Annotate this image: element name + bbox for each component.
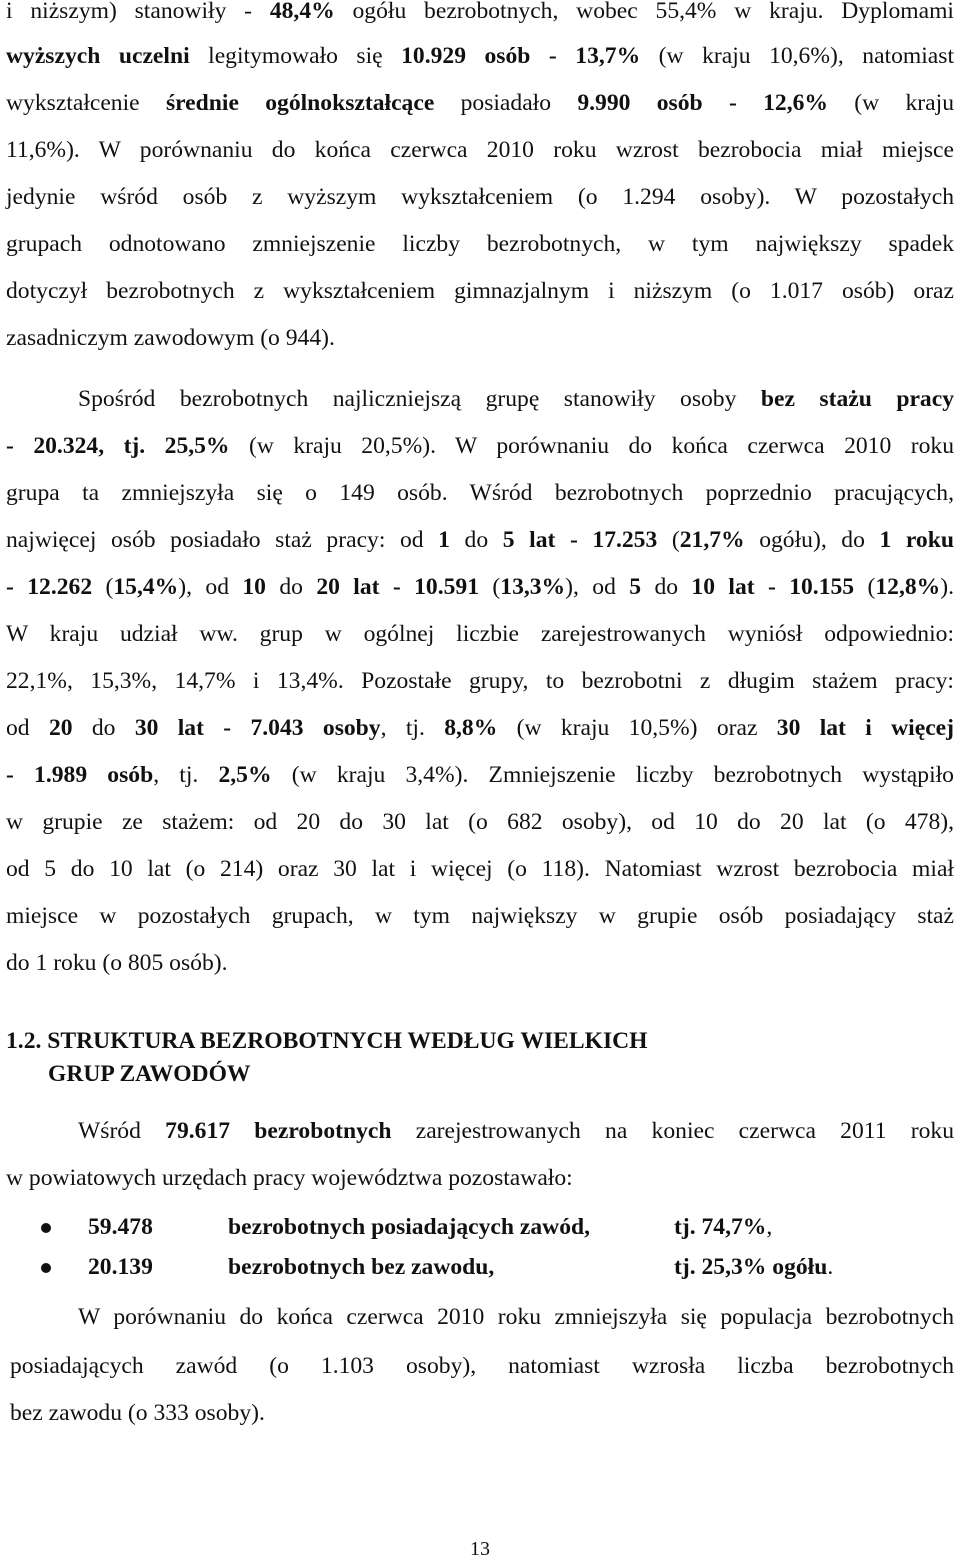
text-run: ogółu), do xyxy=(744,527,880,553)
text-run: od xyxy=(6,715,49,741)
paragraph-1-line-4: 11,6%). W porównaniu do końca czerwca 2010 roku wzrost bezrobocia miał miejsce xyxy=(6,137,954,163)
paragraph-1-line-2 xyxy=(6,37,954,75)
paragraph-1-line-5: jedynie wśród osób z wyższym wykształceniem (o 1.294 osoby). W pozostałych xyxy=(6,184,954,210)
text-run: do xyxy=(449,527,503,553)
bold-run: 10 lat - 10.155 xyxy=(691,574,855,600)
text-run: do xyxy=(265,574,317,600)
text-run: (w kraju 10,6%), natomiast xyxy=(640,43,955,69)
paragraph-4-line-3: bez zawodu (o 333 osoby). xyxy=(10,1400,265,1426)
bold-run: 5 xyxy=(629,574,642,600)
bold-run: 79.617 bezrobotnych xyxy=(165,1118,392,1144)
paragraph-2-line-5 xyxy=(6,568,954,606)
text-run: (w kraju 3,4%). Zmniejszenie liczby bezrobotnych wystąpiło xyxy=(271,762,954,788)
paragraph-2-line-8 xyxy=(6,709,954,747)
text-run: , tj. xyxy=(380,715,445,741)
paragraph-2-line-11: od 5 do 10 lat (o 214) oraz 30 lat i więcej (o 118). Natomiast wzrost bezrobocia miał xyxy=(6,856,954,882)
bold-run: 48,4% xyxy=(269,0,335,24)
bold-run: 20 lat - 10.591 xyxy=(316,574,480,600)
text-run: wykształcenie xyxy=(6,90,166,116)
bold-run: wyższych uczelni xyxy=(6,43,190,69)
text-run: ( xyxy=(479,574,501,600)
paragraph-1-line-8: zasadniczym zawodowym (o 944). xyxy=(6,325,335,351)
text-run: ogółu bezrobotnych, wobec 55,4% w kraju. Dyplomami xyxy=(334,0,954,24)
text-run: Spośród bezrobotnych najliczniejszą grupę stanowiły osoby xyxy=(78,386,761,412)
bold-run: bez stażu pracy xyxy=(760,386,954,412)
bold-run: 2,5% xyxy=(218,762,272,788)
bold-run: - 20.324, tj. 25,5% xyxy=(6,433,230,459)
text-run: ), od xyxy=(565,574,630,600)
bullet-dot-icon xyxy=(41,1263,51,1273)
section-heading-line-1: 1.2. STRUKTURA BEZROBOTNYCH WEDŁUG WIELKICH xyxy=(6,1028,648,1054)
bold-run: 10 xyxy=(242,574,266,600)
paragraph-3-line-2: w powiatowych urzędach pracy województwa pozostawało: xyxy=(6,1165,573,1191)
bullet-number: 20.139 xyxy=(88,1254,153,1280)
paragraph-2-line-1 xyxy=(78,380,954,418)
text-run: ), od xyxy=(178,574,243,600)
paragraph-2-line-2 xyxy=(6,427,954,465)
bold-run: 12,8% xyxy=(875,574,941,600)
bold-run: 10.929 osób - 13,7% xyxy=(401,43,641,69)
text-run: do xyxy=(641,574,692,600)
bold-run: 1 roku xyxy=(879,527,954,553)
bold-run: 15,4% xyxy=(113,574,179,600)
text-run: ). xyxy=(940,574,955,600)
paragraph-4-line-1: W porównaniu do końca czerwca 2010 roku zmniejszyła się populacja bezrobotnych xyxy=(78,1304,954,1330)
bullet-text: bezrobotnych bez zawodu, xyxy=(228,1254,495,1280)
text-run: najwięcej osób posiadało staż pracy: od xyxy=(6,527,439,553)
paragraph-1-line-7: dotyczył bezrobotnych z wykształceniem gimnazjalnym i niższym (o 1.017 osób) oraz xyxy=(6,278,954,304)
paragraph-1-line-6: grupach odnotowano zmniejszenie liczby bezrobotnych, w tym największy spadek xyxy=(6,231,954,257)
text-run: posiadało xyxy=(434,90,578,116)
bullet-tail xyxy=(674,1249,833,1285)
text-run: zarejestrowanych na koniec czerwca 2011 roku xyxy=(391,1118,954,1144)
text-run: ( xyxy=(854,574,876,600)
text-run: legitymowało się xyxy=(189,43,402,69)
paragraph-1-line-1 xyxy=(6,0,954,30)
text-run: do xyxy=(72,715,135,741)
bold-run: 30 lat - 7.043 osoby xyxy=(134,715,381,741)
bullet-dot-icon xyxy=(41,1223,51,1233)
paragraph-2-line-9 xyxy=(6,756,954,794)
bullet-item xyxy=(6,1209,906,1245)
paragraph-2-line-4 xyxy=(6,521,954,559)
bullet-tail xyxy=(674,1209,772,1245)
bold-run: 13,3% xyxy=(500,574,566,600)
bold-run: - 1.989 osób xyxy=(6,762,154,788)
bullet-text: bezrobotnych posiadających zawód, xyxy=(228,1214,591,1240)
paragraph-2-line-10: w grupie ze stażem: od 20 do 30 lat (o 682 osoby), od 10 do 20 lat (o 478), xyxy=(6,809,954,835)
text-run: (w kraju 20,5%). W porównaniu do końca czerwca 2010 roku xyxy=(229,433,954,459)
bold-run: 30 lat i więcej xyxy=(776,715,955,741)
bold-run: 5 lat - 17.253 xyxy=(502,527,658,553)
text-run: , xyxy=(766,1214,773,1240)
paragraph-4-line-2: posiadających zawód (o 1.103 osoby), natomiast wzrosła liczba bezrobotnych xyxy=(10,1353,954,1379)
bold-run: 8,8% xyxy=(444,715,498,741)
paragraph-2-line-6: W kraju udział ww. grup w ogólnej liczbie zarejestrowanych wyniósł odpowiednio: xyxy=(6,621,954,647)
bullet-number: 59.478 xyxy=(88,1214,153,1240)
paragraph-2-line-12: miejsce w pozostałych grupach, w tym największy w grupie osób posiadający staż xyxy=(6,903,954,929)
text-run: , tj. xyxy=(153,762,219,788)
bullet-share: tj. 74,7% xyxy=(674,1214,767,1240)
bullet-item xyxy=(6,1249,906,1285)
page-number: 13 xyxy=(470,1538,490,1560)
bold-run: 21,7% xyxy=(679,527,745,553)
bold-run: 20 xyxy=(48,715,73,741)
bullet-share: tj. 25,3% ogółu xyxy=(674,1254,828,1280)
text-run: Wśród xyxy=(78,1118,166,1144)
paragraph-3-line-1 xyxy=(78,1112,954,1150)
paragraph-2-line-3: grupa ta zmniejszyła się o 149 osób. Wśród bezrobotnych poprzednio pracujących, xyxy=(6,480,954,506)
section-heading-line-2: GRUP ZAWODÓW xyxy=(48,1061,251,1087)
paragraph-1-line-3 xyxy=(6,84,954,122)
text-run: . xyxy=(827,1254,834,1280)
text-run: ( xyxy=(92,574,114,600)
text-run: (w kraju xyxy=(828,90,954,116)
text-run: ( xyxy=(657,527,680,553)
bold-run: 9.990 osób - 12,6% xyxy=(577,90,828,116)
paragraph-2-line-7: 22,1%, 15,3%, 14,7% i 13,4%. Pozostałe grupy, to bezrobotni z długim stażem pracy: xyxy=(6,668,954,694)
text-run: (w kraju 10,5%) oraz xyxy=(497,715,777,741)
paragraph-2-line-13: do 1 roku (o 805 osób). xyxy=(6,950,228,976)
bold-run: średnie ogólnokształcące xyxy=(165,90,435,116)
bold-run: 1 xyxy=(438,527,450,553)
bold-run: - 12.262 xyxy=(6,574,93,600)
text-run: i niższym) stanowiły - xyxy=(6,0,270,24)
